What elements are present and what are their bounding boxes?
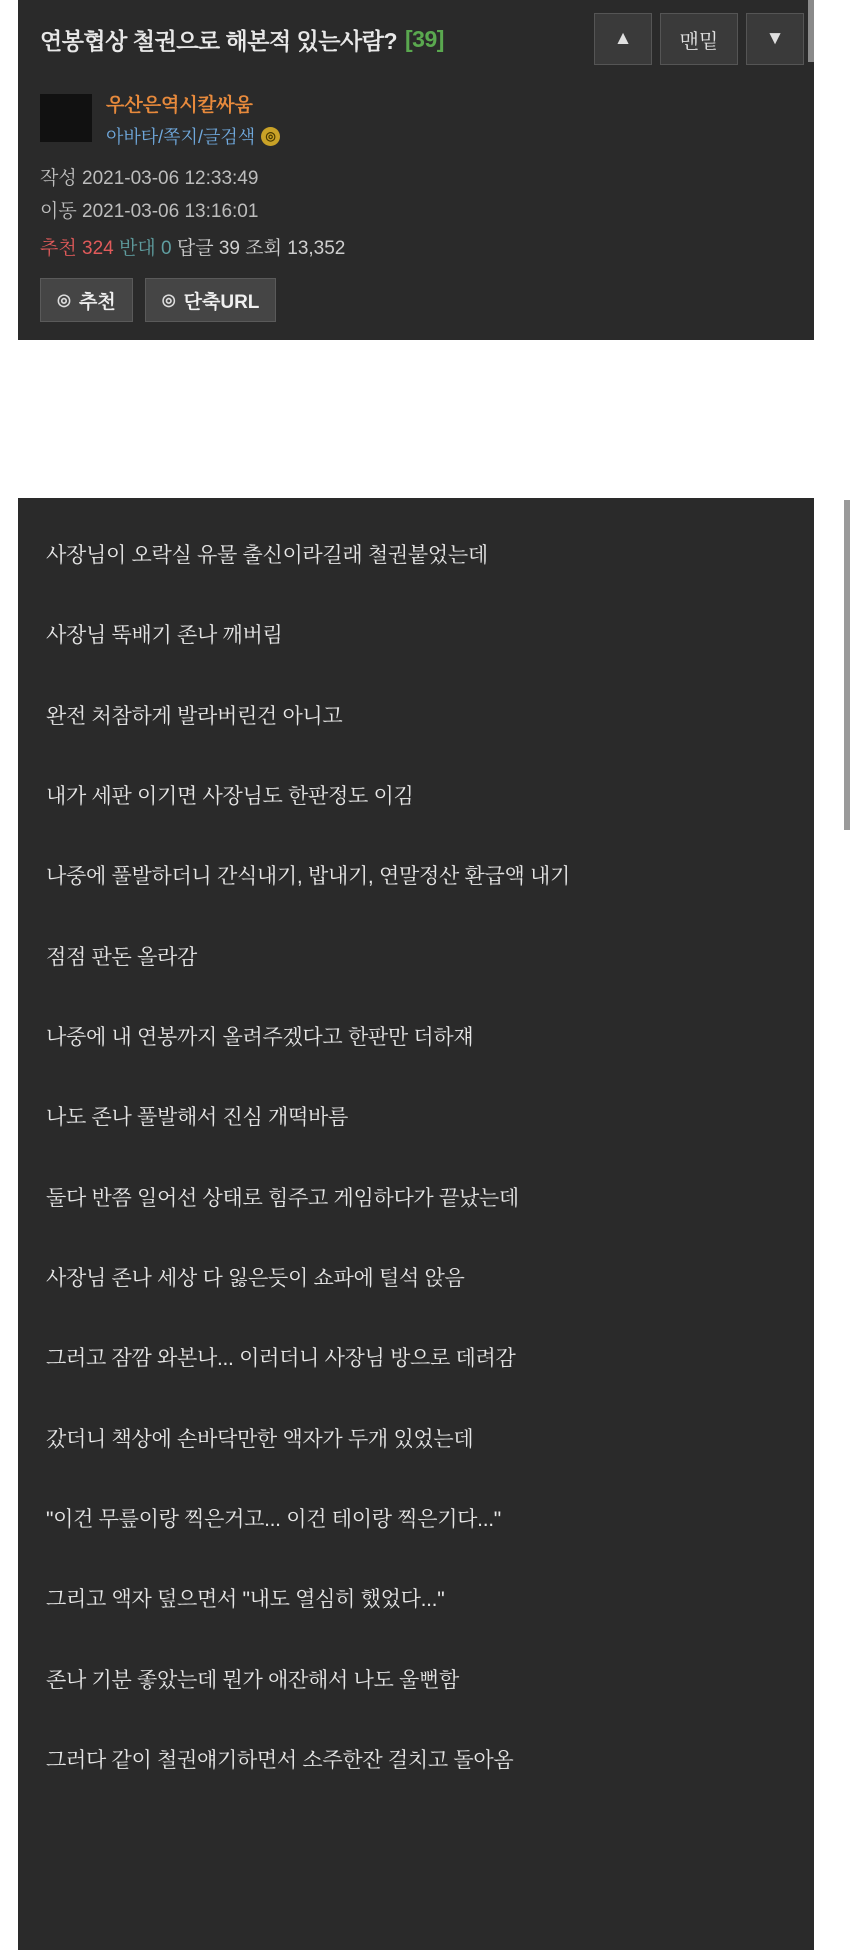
author-badge-icon: ◎: [261, 127, 280, 146]
recommend-button[interactable]: [40, 278, 133, 322]
post-title-text: 연봉협상 철권으로 해본적 있는사람?: [40, 27, 397, 54]
moved-date-line: [40, 196, 792, 223]
reply-label: 답글: [176, 238, 214, 259]
page-title: [18, 6, 594, 72]
short-url-label: 단축URL: [183, 291, 260, 313]
reply-value: 39: [218, 238, 240, 259]
next-post-button[interactable]: ▼: [746, 13, 804, 65]
moved-label: 이동: [40, 201, 77, 222]
scrollbar-thumb[interactable]: [808, 0, 814, 62]
view-value: 13,352: [287, 238, 346, 259]
post-paragraph: "이건 무릎이랑 찍은거고... 이건 테이랑 찍은기다...": [46, 1508, 501, 1532]
post-stats: [40, 233, 792, 260]
upvote-label: 추천: [40, 238, 77, 259]
author-links[interactable]: [106, 123, 280, 149]
post-paragraph: 나중에 풀발하더니 간식내기, 밥내기, 연말정산 환급액 내기: [46, 865, 570, 889]
comment-count-badge: [39]: [405, 25, 444, 52]
body-scrollbar-thumb[interactable]: [844, 500, 850, 830]
post-body-card: [18, 498, 814, 1950]
post-paragraph: 둘다 반쯤 일어선 상태로 힘주고 게임하다가 끝났는데: [46, 1186, 519, 1210]
recommend-label: 추천: [78, 291, 116, 313]
post-meta-block: [18, 78, 814, 340]
prev-post-button[interactable]: ▲: [594, 13, 652, 65]
avatar: [40, 94, 92, 142]
post-paragraph: 그러다 같이 철권얘기하면서 소주한잔 걸치고 돌아옴: [46, 1749, 514, 1773]
post-paragraph: 내가 세판 이기면 사장님도 한판정도 이김: [46, 785, 414, 809]
view-label: 조회: [245, 238, 282, 259]
post-paragraph: 갔더니 책상에 손바닥만한 액자가 두개 있었는데: [46, 1427, 474, 1451]
post-nav-buttons: [594, 6, 814, 72]
title-row: [18, 0, 814, 78]
author-info: [106, 90, 280, 149]
post-paragraph: 사장님이 오락실 유물 출신이라길래 철권붙었는데: [46, 544, 488, 567]
author-row: [40, 90, 792, 149]
short-url-button[interactable]: [145, 278, 277, 322]
post-paragraph: 점점 판돈 올라감: [46, 945, 197, 969]
post-paragraph: 나중에 내 연봉까지 올려주겠다고 한판만 더하쟤: [46, 1026, 474, 1050]
created-date-line: [40, 163, 792, 190]
downvote-label: 반대: [118, 238, 156, 259]
post-paragraph: 사장님 존나 세상 다 잃은듯이 쇼파에 털석 앉음: [46, 1267, 465, 1291]
post-header-card: [18, 0, 814, 340]
created-value: 2021-03-06 12:33:49: [82, 168, 259, 189]
post-paragraph: 나도 존나 풀발해서 진심 개떡바름: [46, 1106, 348, 1130]
post-action-buttons: [40, 278, 792, 322]
author-links-label[interactable]: 아바타/쪽지/글검색: [106, 127, 256, 147]
downvote-value: 0: [160, 238, 172, 259]
link-icon: ◎: [161, 292, 176, 309]
moved-value: 2021-03-06 13:16:01: [82, 201, 259, 222]
post-paragraph: 사장님 뚝배기 존나 깨버림: [46, 624, 283, 648]
recommend-icon: ◎: [57, 292, 71, 309]
scroll-bottom-button[interactable]: 맨밑: [660, 13, 738, 65]
post-paragraph: 그러고 잠깜 와본나... 이러더니 사장님 방으로 데려감: [46, 1347, 516, 1371]
post-paragraph: 완전 처참하게 발라버린건 아니고: [46, 704, 343, 728]
post-paragraph: 존나 기분 좋았는데 뭔가 애잔해서 나도 울뻔함: [46, 1668, 459, 1692]
upvote-value: 324: [82, 238, 114, 259]
created-label: 작성: [40, 168, 77, 189]
author-name[interactable]: 우산은역시칼싸움: [106, 95, 253, 116]
post-paragraph: 그리고 액자 덮으면서 "내도 열심히 했었다...": [46, 1588, 445, 1612]
